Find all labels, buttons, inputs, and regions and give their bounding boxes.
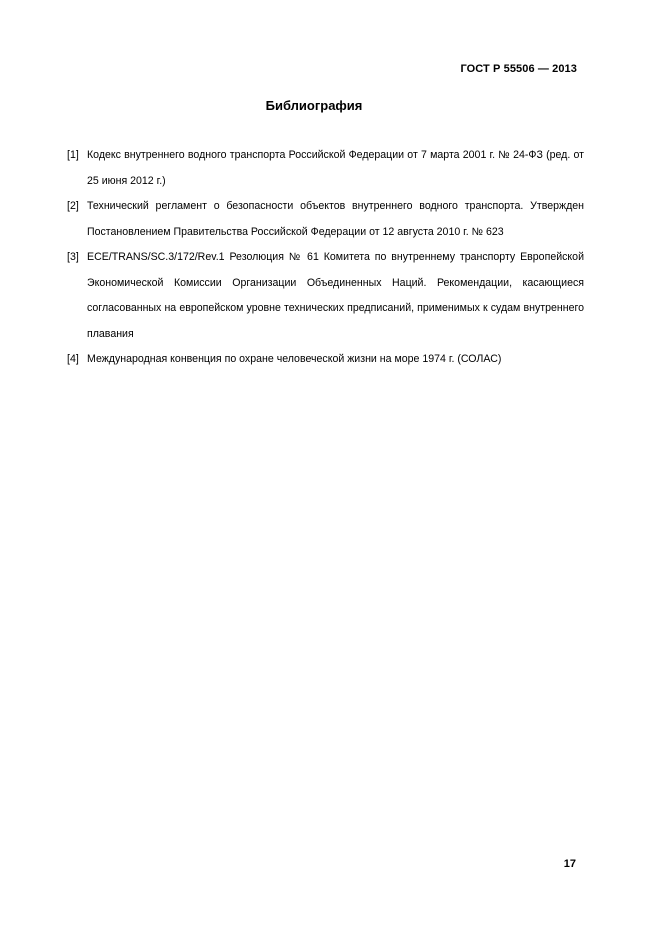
entry-number: [4] — [67, 353, 79, 365]
entry-number: [1] — [67, 149, 79, 161]
bibliography-list — [67, 143, 584, 373]
entry-text: Кодекс внутреннего водного транспорта Российской Федерации от 7 марта 2001 г. № 24-ФЗ (ред. от 25 июня 2012 г.) — [87, 149, 584, 187]
entry-text: Международная конвенция по охране человеческой жизни на море 1974 г. (СОЛАС) — [87, 353, 502, 365]
bibliography-entry — [67, 347, 584, 373]
page-number: 17 — [563, 858, 576, 870]
section-title: Библиография — [265, 98, 363, 113]
document-code: ГОСТ Р 55506 — 2013 — [460, 63, 577, 75]
entry-text: ECE/TRANS/SC.3/172/Rev.1 Резолюция № 61 Комитета по внутреннему транспорту Европейской Экономической Комиссии Организации Объединенных Наций. Рекомендации, касающиеся согласованных на европейском уровне технических предписаний, применимых к судам внутреннего плавания — [87, 251, 584, 340]
bibliography-entry — [67, 143, 584, 194]
entry-number: [3] — [67, 251, 79, 263]
bibliography-entry — [67, 194, 584, 245]
entry-number: [2] — [67, 200, 79, 212]
bibliography-entry — [67, 245, 584, 347]
entry-text: Технический регламент о безопасности объектов внутреннего водного транспорта. Утвержден Постановлением Правительства Российской Федерации от 12 августа 2010 г. № 623 — [87, 200, 584, 238]
